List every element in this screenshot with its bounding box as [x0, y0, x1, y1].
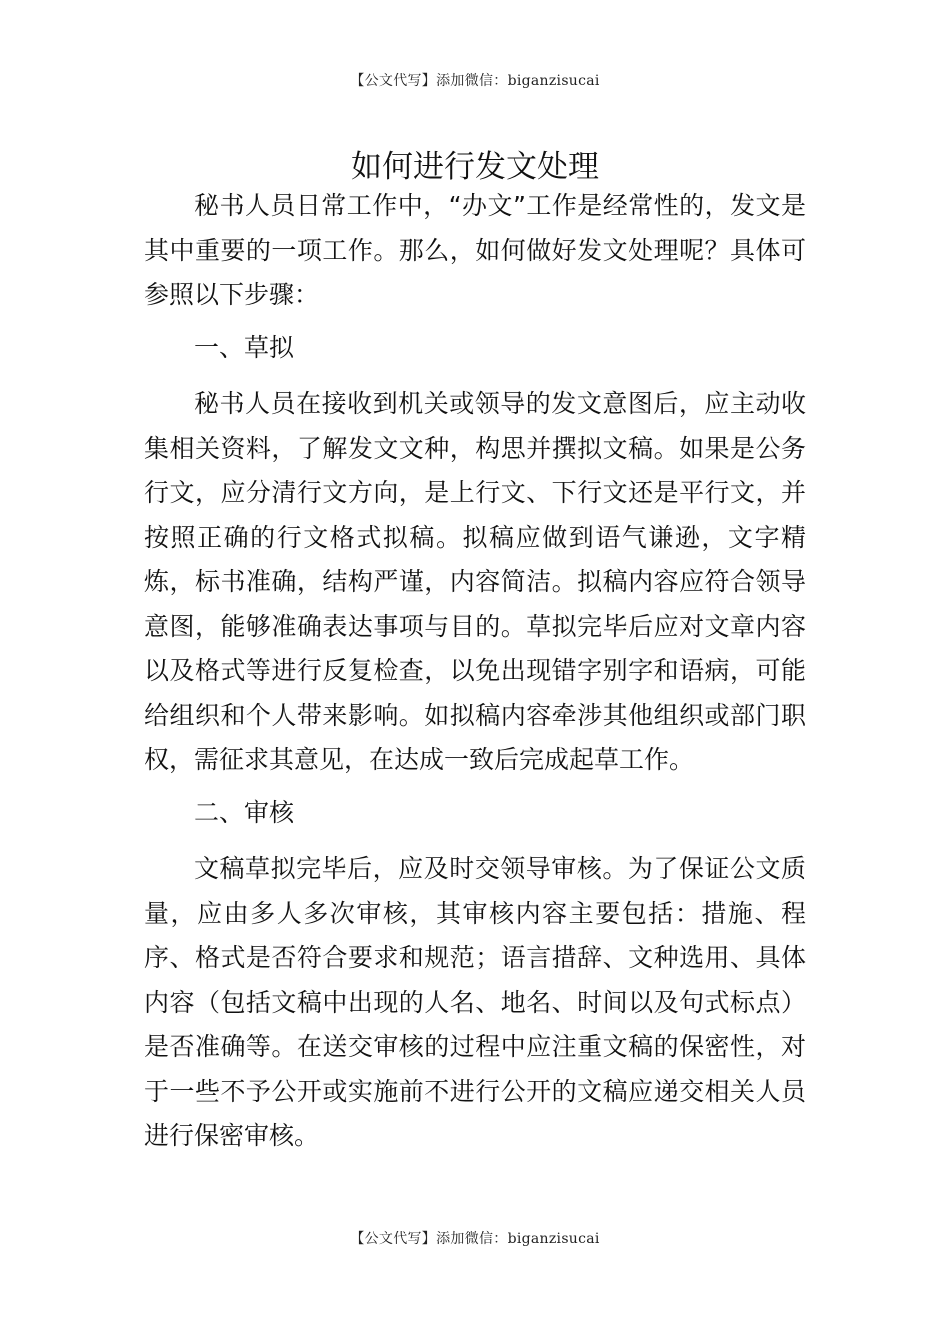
footer-watermark-note: 【公文代写】添加微信：biganzisucai — [350, 1231, 600, 1247]
section-paragraph-draft: 秘书人员在接收到机关或领导的发文意图后，应主动收集相关资料，了解发文文种，构思并撰拟文稿。如果是公务行文，应分清行文方向，是上行文、下行文还是平行文，并按照正确的行文格式拟稿。拟稿应做到语气谦逊，文字精炼，标书准确，结构严谨，内容简洁。拟稿内容应符合领导意图，能够准确表达事项与目的。草拟完毕后应对文章内容以及格式等进行反复检查，以免出现错字别字和语病，可能给组织和个人带来影响。如拟稿内容牵涉其他组织或部门职权，需征求其意见，在达成一致后完成起草工作。 — [144, 389, 806, 774]
section-paragraph-review: 文稿草拟完毕后，应及时交领导审核。为了保证公文质量，应由多人多次审核，其审核内容主要包括：措施、程序、格式是否符合要求和规范；语言措辞、文种选用、具体内容（包括文稿中出现的人名、地名、时间以及句式标点）是否准确等。在送交审核的过程中应注重文稿的保密性，对于一些不予公开或实施前不进行公开的文稿应递交相关人员进行保密审核。 — [144, 854, 806, 1150]
section-heading-draft: 一、草拟 — [194, 332, 295, 362]
header-watermark-note: 【公文代写】添加微信：biganzisucai — [350, 73, 600, 89]
document-body — [144, 184, 806, 1167]
document-title: 如何进行发文处理 — [351, 148, 599, 185]
intro-paragraph: 秘书人员日常工作中，“办文”工作是经常性的，发文是其中重要的一项工作。那么，如何做好发文处理呢？具体可参照以下步骤： — [144, 191, 806, 309]
section-heading-review: 二、审核 — [194, 797, 295, 827]
